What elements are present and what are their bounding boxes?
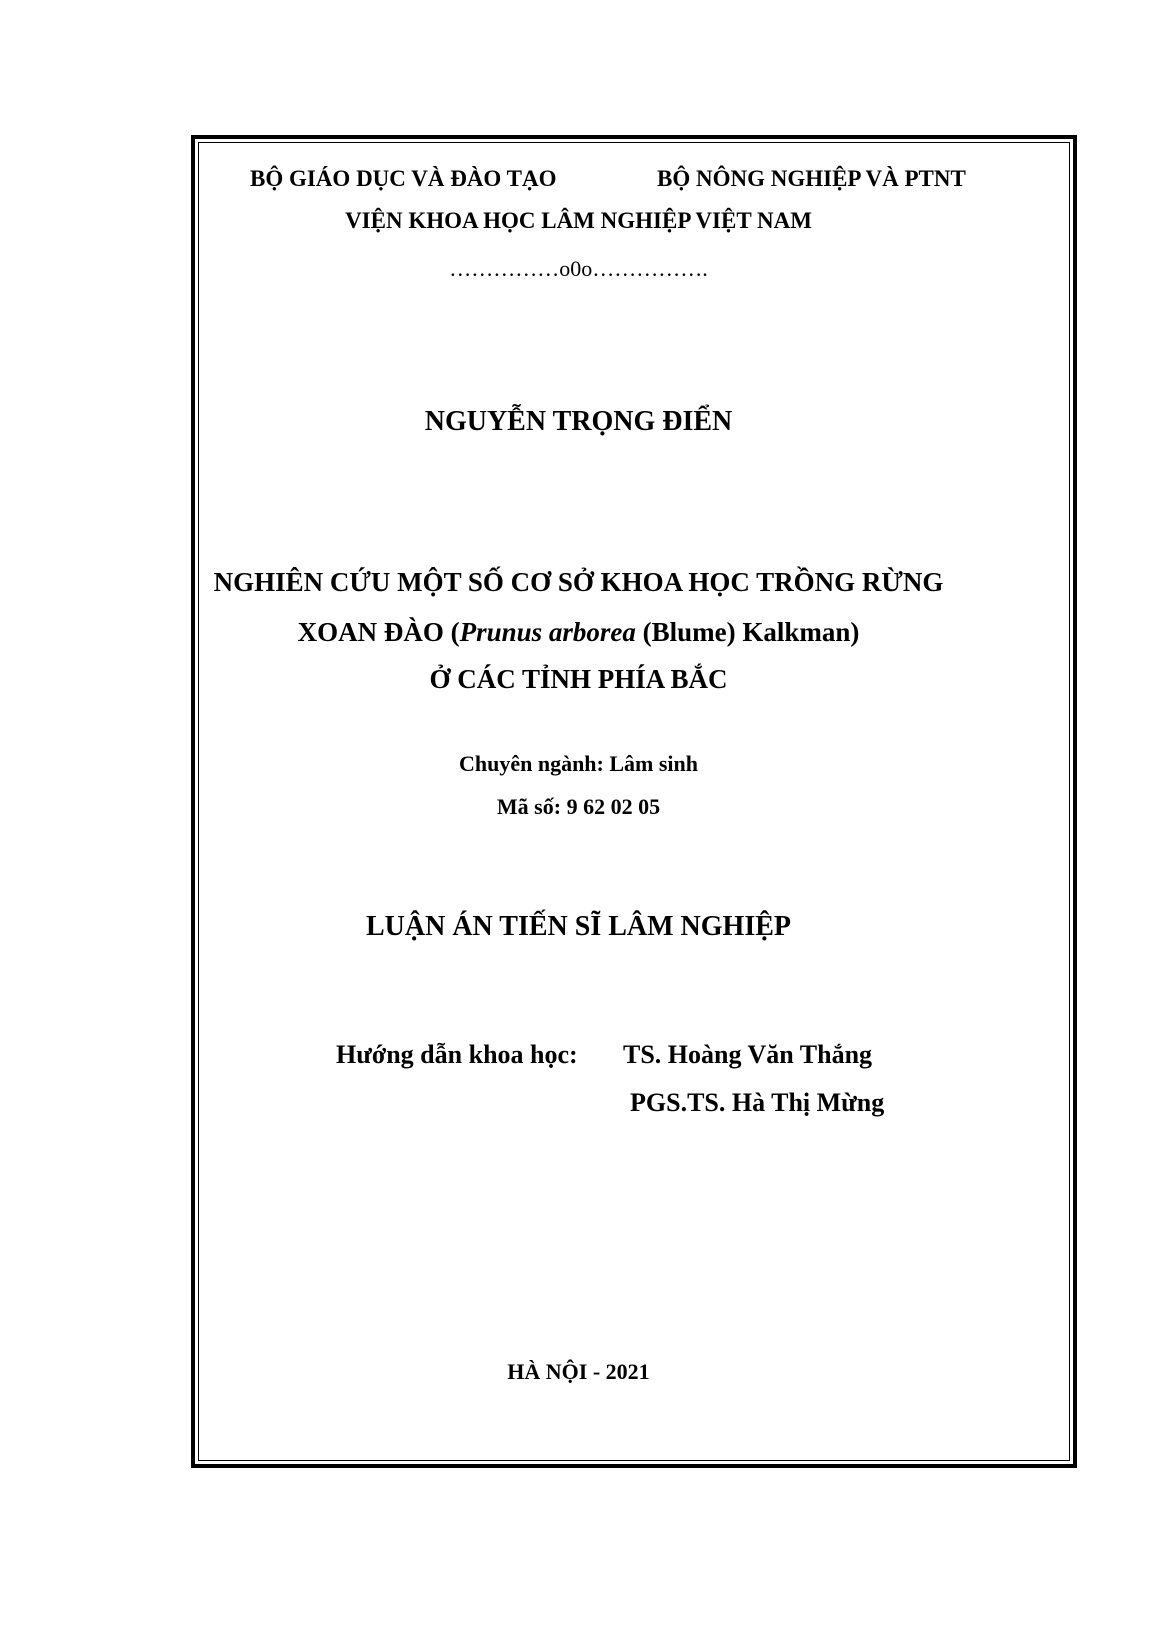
ministry-education: BỘ GIÁO DỤC VÀ ĐÀO TẠO xyxy=(250,166,557,191)
major-label: Chuyên ngành: Lâm sinh xyxy=(458,751,699,776)
degree-title: LUẬN ÁN TIẾN SĨ LÂM NGHIỆP xyxy=(366,911,791,942)
thesis-title-prefix: XOAN ĐÀO ( xyxy=(297,617,460,647)
place-year: HÀ NỘI - 2021 xyxy=(507,1359,650,1384)
institute-name: VIỆN KHOA HỌC LÂM NGHIỆP VIỆT NAM xyxy=(345,208,812,233)
species-name: Prunus arborea xyxy=(459,617,636,647)
thesis-title-line-2 xyxy=(0,617,1157,648)
supervisor-label: Hướng dẫn khoa học: xyxy=(336,1040,578,1069)
ministry-agriculture: BỘ NÔNG NGHIỆP VÀ PTNT xyxy=(657,166,966,191)
separator-ornament: ……………o0o……………. xyxy=(449,256,708,281)
thesis-title-line-3: Ở CÁC TỈNH PHÍA BẮC xyxy=(429,664,728,694)
thesis-title-suffix: (Blume) Kalkman) xyxy=(635,617,860,647)
supervisor-secondary: PGS.TS. Hà Thị Mừng xyxy=(630,1088,885,1117)
code-label: Mã số: 9 62 02 05 xyxy=(496,794,661,819)
thesis-title-line-1: NGHIÊN CỨU MỘT SỐ CƠ SỞ KHOA HỌC TRỒNG RỪNG xyxy=(213,567,944,597)
supervisor-primary: TS. Hoàng Văn Thắng xyxy=(623,1040,873,1069)
author-name: NGUYỄN TRỌNG ĐIỂN xyxy=(424,406,733,437)
